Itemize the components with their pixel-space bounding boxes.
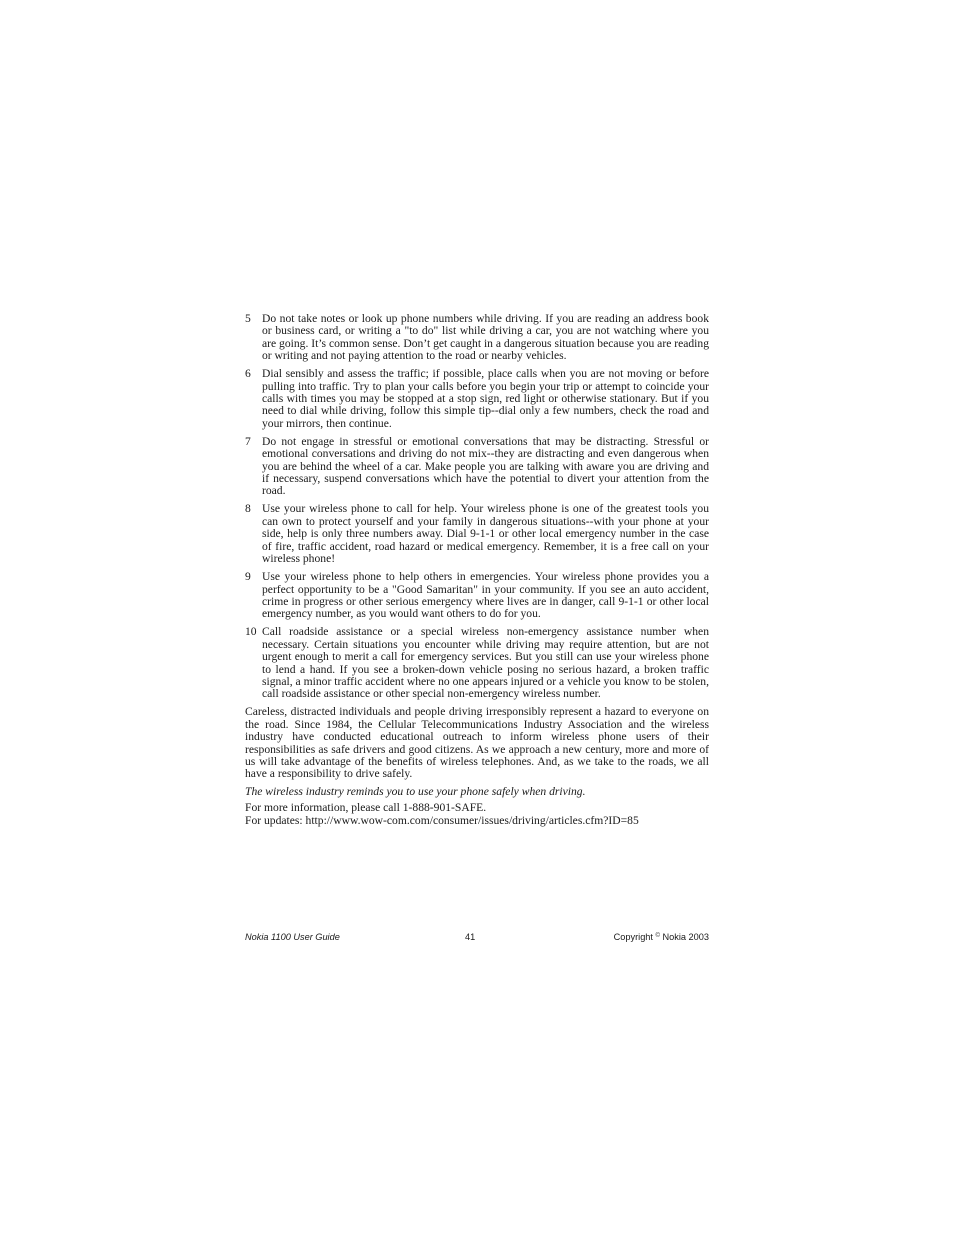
list-item [245,571,709,621]
item-number: 6 [245,367,251,381]
footer-guide-title: Nokia 1100 User Guide [245,932,340,942]
copyright-suffix: Nokia 2003 [662,932,709,942]
list-item [245,503,709,565]
page-content [245,313,709,827]
item-number: 10 [245,625,257,639]
item-text: Use your wireless phone to call for help. Your wireless phone is one of the greatest tools you can own to protect yourself and your family in dangerous situations--with your phone at your side, help is only three numbers away. Dial 9-1-1 or other local emergency number in the case of fire, traffic accident, road hazard or medical emergency. Remember, it is a free call on your wireless phone! [262,502,709,566]
info-line-url: For updates: http://www.wow-com.com/consumer/issues/driving/articles.cfm?ID=85 [245,813,639,827]
item-number: 7 [245,434,251,448]
footer-copyright [614,932,709,942]
item-text: Use your wireless phone to help others in emergencies. Your wireless phone provides you a perfect opportunity to be a "Good Samaritan" in your community. If you see an auto accident, crime in progress or other serious emergency where lives are in danger, call 9-1-1 or other local emergency number, as you would want others to do for you. [262,570,709,621]
page-number: 41 [465,932,476,942]
item-number: 9 [245,570,251,584]
safety-reminder: The wireless industry reminds you to use your phone safely when driving. [245,784,586,798]
item-text: Dial sensibly and assess the traffic; if possible, place calls when you are not moving or before pulling into traffic. Try to plan your calls before you begin your trip or attempt to coincide your calls with times you may be stopped at a stop sign, red light or otherwise stationary. But if you need to dial while driving, follow this simple tip--dial only a few numbers, check the road and your mirrors, then continue. [262,367,709,430]
item-text: Call roadside assistance or a special wireless non-emergency assistance number when necessary. Certain situations you encounter while driving may require attention, but are not urgent enough to merit a call for emergency services. But you still can use your wireless phone to lend a hand. If you see a broken-down vehicle posing no serious hazard, a broken traffic signal, a minor traffic accident where no one appears injured or a vehicle you know to be stolen, call roadside assistance or other special non-emergency wireless number. [262,625,709,701]
list-item [245,368,709,430]
list-item [245,313,709,363]
summary-paragraph: Careless, distracted individuals and people driving irresponsibly represent a hazard to everyone on the road. Since 1984, the Cellular Telecommunications Industry Association and the wireless industry have conducted educational outreach to inform wireless phone users of their responsibilities as safe drivers and good citizens. As we approach a new century, more and more of us will take advantage of the benefits of wireless telephones. And, as we take to the roads, we all have a responsibility to drive safely. [245,705,709,781]
list-item [245,436,709,498]
copyright-symbol: © [655,933,660,939]
item-text: Do not engage in stressful or emotional conversations that may be distracting. Stressful or emotional conversations and driving do not mix--they are distracting and even dangerous when you are behind the wheel of a car. Make people you are talking with aware you are driving and if necessary, suspend conversations which have the potential to divert your attention from the road. [262,434,709,498]
info-line-phone: For more information, please call 1-888-901-SAFE. [245,801,487,815]
item-number: 8 [245,502,251,516]
item-number: 5 [245,312,251,325]
item-text: Do not take notes or look up phone numbers while driving. If you are reading an address book or business card, or writing a "to do" list while driving a car, you are not watching where you are going. It’s common sense. Don’t get caught in a dangerous situation because you are reading or writing and not paying attention to the road or nearby vehicles. [262,312,709,363]
list-item [245,626,709,700]
copyright-prefix: Copyright [613,932,653,942]
page-footer [245,932,709,946]
